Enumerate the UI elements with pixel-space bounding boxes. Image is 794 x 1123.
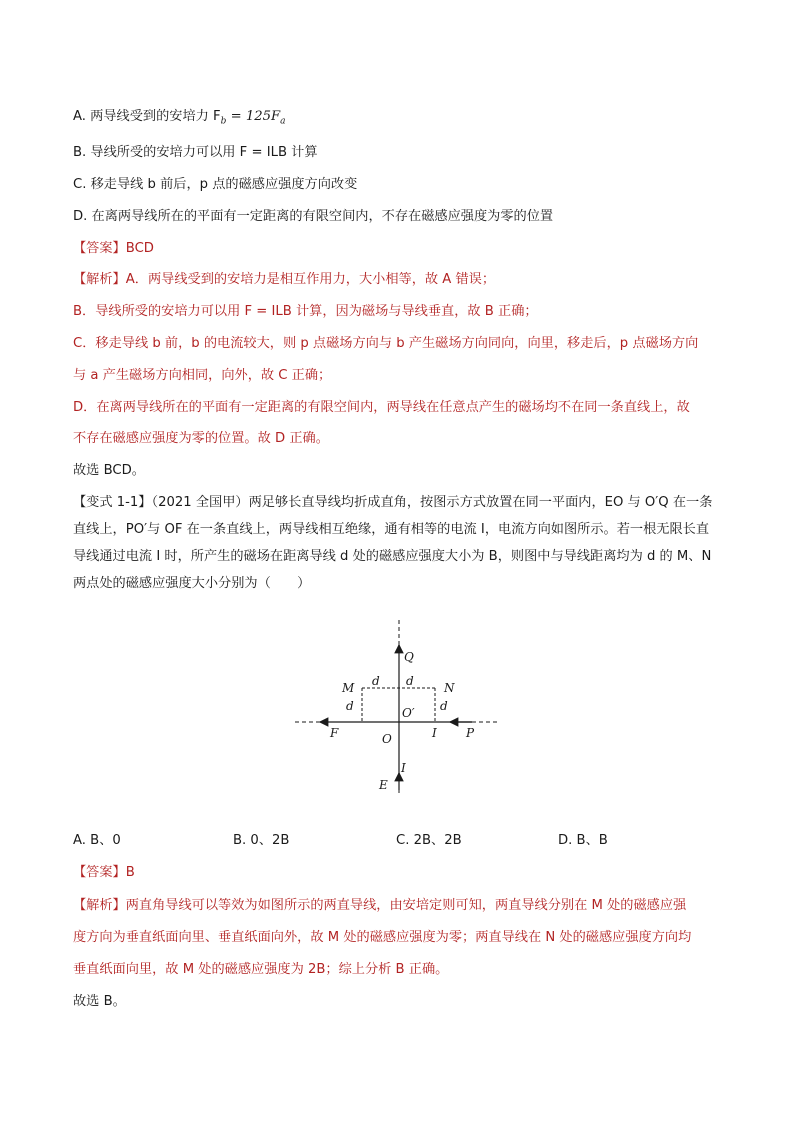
prev-analysis-1-text: A．两导线受到的安培力是相互作用力，大小相等，故 A 错误； bbox=[125, 272, 496, 287]
prev-answer-label: 【答案】 bbox=[73, 241, 126, 256]
solution-answer-label: 【答案】 bbox=[73, 865, 126, 880]
label-p: P bbox=[466, 726, 475, 740]
prev-option-a-sub1: b bbox=[220, 116, 227, 127]
prev-answer-value: BCD bbox=[125, 241, 154, 256]
question-label: 【变式 1-1】 bbox=[73, 495, 152, 510]
question-option-d: D. B、B bbox=[558, 833, 608, 848]
prev-analysis-4: 与 a 产生磁场方向相同，向外，故 C 正确； bbox=[73, 368, 332, 383]
prev-option-c: C. 移走导线 b 前后，p 点的磁感应强度方向改变 bbox=[73, 177, 358, 192]
prev-option-a-eq: = 125F bbox=[226, 109, 281, 124]
prev-option-b: B. 导线所受的安培力可以用 F = ILB 计算 bbox=[73, 145, 318, 160]
question-stem bbox=[73, 489, 721, 597]
label-i-vertical: I bbox=[401, 761, 406, 775]
label-d-right: d bbox=[440, 699, 448, 713]
prev-option-a bbox=[73, 109, 723, 130]
solution-analysis-1 bbox=[73, 898, 723, 914]
question-option-b: B. 0、2B bbox=[233, 833, 290, 848]
solution-conclusion: 故选 B。 bbox=[73, 994, 126, 1009]
prev-option-a-text: A. 两导线受到的安培力 F bbox=[73, 109, 221, 124]
prev-analysis-2: B．导线所受的安培力可以用 F = ILB 计算，因为磁场与导线垂直，故 B 正确； bbox=[73, 304, 538, 319]
question-option-c: C. 2B、2B bbox=[396, 833, 462, 848]
solution-analysis-1-text: 两直角导线可以等效为如图所示的两直导线，由安培定则可知，两直导线分别在 M 处的磁感应强 bbox=[125, 898, 687, 913]
question-text: （2021 全国甲）两足够长直导线均折成直角，按图示方式放置在同一平面内，EO 与 O′Q 在一条直线上，PO′与 OF 在一条直线上，两导线相互绝缘，通有相等的电流 I，电流方向如图所示。若一根无限长直导线通过电流 I 时，所产生的磁场在距离导线 d 处的磁感应强度大小为 B，则图中与导线距离均为 d 的 M、N 两点处的磁感应强度大小分别为（ ） bbox=[73, 495, 713, 591]
label-q: Q bbox=[404, 650, 414, 664]
label-i-horizontal: I bbox=[432, 726, 437, 740]
label-d-top-left: d bbox=[372, 674, 380, 688]
label-n: N bbox=[444, 681, 455, 695]
prev-conclusion: 故选 BCD。 bbox=[73, 463, 145, 478]
label-o: O bbox=[382, 732, 392, 746]
prev-option-a-sub2: a bbox=[280, 116, 286, 127]
solution-analysis-2: 度方向为垂直纸面向里、垂直纸面向外，故 M 处的磁感应强度为零；两直导线在 N 处的磁感应强度方向均 bbox=[73, 930, 692, 945]
solution-answer bbox=[73, 865, 723, 881]
prev-option-d: D. 在离两导线所在的平面有一定距离的有限空间内，不存在磁感应强度为零的位置 bbox=[73, 209, 554, 224]
label-d-left: d bbox=[346, 699, 354, 713]
solution-analysis-label: 【解析】 bbox=[73, 898, 126, 913]
prev-analysis-5: D．在离两导线所在的平面有一定距离的有限空间内，两导线在任意点产生的磁场均不在同一条直线上，故 bbox=[73, 400, 690, 415]
label-e: E bbox=[379, 778, 388, 792]
prev-analysis-1 bbox=[73, 272, 723, 288]
prev-analysis-3: C．移走导线 b 前，b 的电流较大，则 p 点磁场方向与 b 产生磁场方向同向，向里，移走后，p 点磁场方向 bbox=[73, 336, 699, 351]
label-f: F bbox=[330, 726, 339, 740]
solution-answer-value: B bbox=[125, 865, 135, 880]
prev-analysis-6: 不存在磁感应强度为零的位置。故 D 正确。 bbox=[73, 431, 329, 446]
prev-answer bbox=[73, 241, 723, 257]
wire-diagram bbox=[290, 615, 500, 797]
solution-analysis-3: 垂直纸面向里，故 M 处的磁感应强度为 2B；综上分析 B 正确。 bbox=[73, 962, 449, 977]
label-d-top-right: d bbox=[406, 674, 414, 688]
label-o-prime: O′ bbox=[402, 706, 415, 720]
prev-analysis-label: 【解析】 bbox=[73, 272, 126, 287]
question-option-a: A. B、0 bbox=[73, 833, 121, 848]
label-m: M bbox=[342, 681, 355, 695]
